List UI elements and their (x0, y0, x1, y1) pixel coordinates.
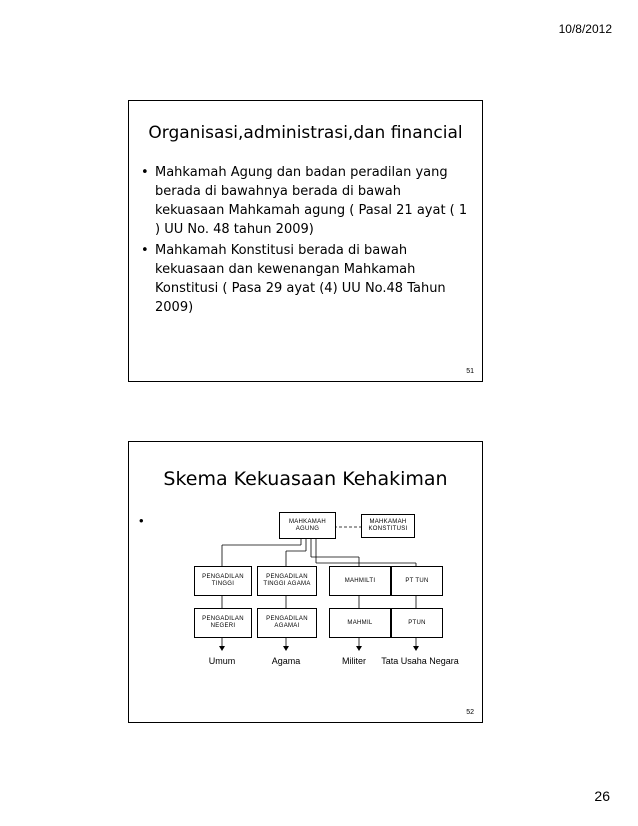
bullet-text: Mahkamah Agung dan badan peradilan yang berada di bawahnya berada di bawah kekuasaan Mahkamah agung ( Pasal 21 ayat ( 1 ) UU No. 48 tahun 2009) (155, 165, 468, 237)
box-ptun: PTUN (391, 608, 443, 638)
slide-52 (128, 441, 483, 723)
slide-number: 51 (466, 368, 474, 375)
page-number: 26 (594, 788, 610, 804)
box-pengadilan-negeri: PENGADILAN NEGERI (194, 608, 252, 638)
bullet-list (141, 163, 472, 319)
arrow-head (283, 646, 289, 651)
bullet-dot: • (139, 513, 144, 528)
bullet-item (141, 163, 472, 239)
box-mahmilti: MAHMILTI (329, 566, 391, 596)
bullet-item (141, 241, 472, 317)
leaf-militer: Militer (342, 656, 366, 666)
leaf-tata-usaha-negara: Tata Usaha Negara (381, 656, 459, 666)
box-pt-tun: PT TUN (391, 566, 443, 596)
slide-title: Skema Kekuasaan Kehakiman (163, 468, 448, 490)
leaf-umum: Umum (208, 656, 236, 666)
slide-51 (128, 100, 483, 382)
bullet-dot: • (141, 165, 149, 180)
box-mahmil: MAHMIL (329, 608, 391, 638)
arrow-head (413, 646, 419, 651)
arrow-head (356, 646, 362, 651)
bullet-text: Mahkamah Konstitusi berada di bawah kekuasaan dan kewenangan Mahkamah Konstitusi ( Pasa 29 ayat (4) UU No.48 Tahun 2009) (155, 243, 446, 315)
date-label: 10/8/2012 (558, 22, 612, 36)
bullet-dot: • (141, 243, 149, 258)
box-pengadilan-tinggi: PENGADILAN TINGGI (194, 566, 252, 596)
box-pengadilan-agamai: PENGADILAN AGAMAI (257, 608, 317, 638)
slide-number: 52 (466, 709, 474, 716)
arrow-head (219, 646, 225, 651)
box-mahkamah-agung: MAHKAMAH AGUNG (279, 512, 336, 539)
slide-title: Organisasi,administrasi,dan financial (148, 123, 463, 143)
box-pengadilan-tinggi-agama: PENGADILAN TINGGI AGAMA (257, 566, 317, 596)
leaf-agama: Agama (271, 656, 301, 666)
box-mahkamah-konstitusi: MAHKAMAH KONSTITUSI (361, 514, 415, 538)
